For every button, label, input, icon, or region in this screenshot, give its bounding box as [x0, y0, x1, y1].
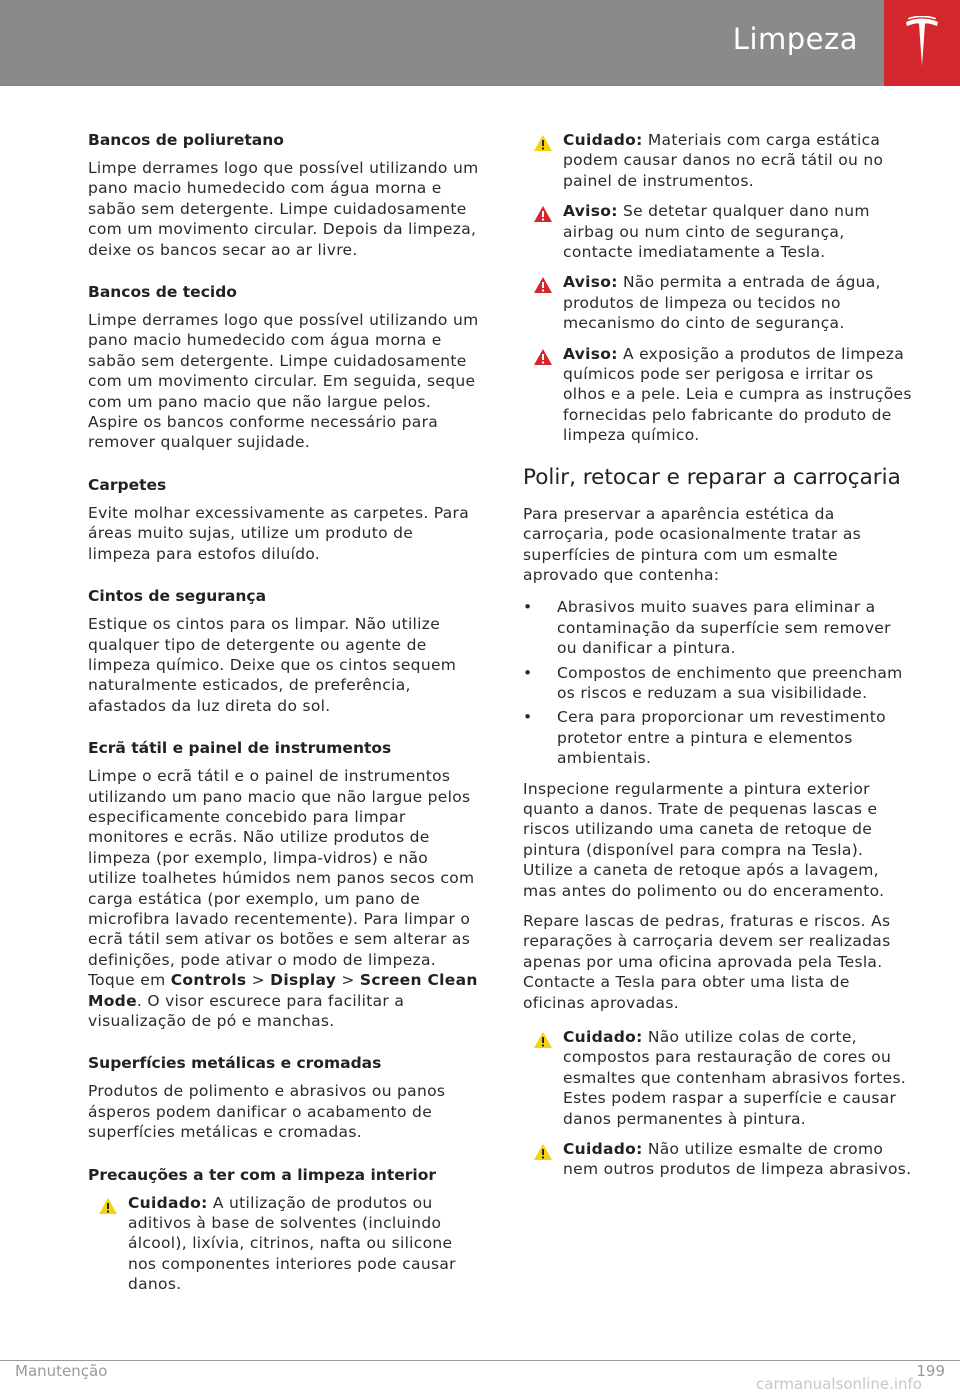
touchscreen-text-b: . O visor escurece para facilitar a visualização de pó e manchas. — [88, 991, 405, 1030]
warning-icon — [533, 205, 553, 223]
heading-metal-surfaces: Superfícies metálicas e cromadas — [88, 1054, 382, 1073]
warning-chemicals — [523, 344, 915, 446]
caution-label: Cuidado: — [128, 1193, 208, 1212]
controls-label: Controls — [170, 971, 247, 990]
watermark: carmanualsonline.info — [756, 1375, 922, 1393]
tesla-logo-icon — [904, 16, 940, 68]
text-carpets: Evite molhar excessivamente as carpetes. Para áreas muito sujas, utilize um produto de limpeza para estofos diluído. — [88, 503, 470, 563]
text-fabric-seats: Limpe derrames logo que possível utilizando um pano macio humedecido com água morna e sabão sem detergente. Limpe cuidadosamente com um movimento circular. Em seguida, seque com um pano macio que não largue pelos. Aspire os bancos conforme necessário para remover qualquer sujidade. — [88, 311, 479, 452]
text-seat-belts: Estique os cintos para os limpar. Não utilize qualquer tipo de detergente ou agente de limpeza químico. Deixe que os cintos sequem naturalmente esticados, de preferência, afastados da luz direta do sol. — [88, 615, 457, 715]
caution-text: Não utilize colas de corte, compostos para restauração de cores ou esmaltes que contenham abrasivos fortes. Estes podem raspar a superfície e causar danos permanentes à pintura. — [563, 1028, 907, 1128]
caution-icon — [533, 1143, 553, 1161]
bullet-icon: • — [523, 708, 533, 727]
text-polyurethane-seats: Limpe derrames logo que possível utilizando um pano macio humedecido com água morna e sabão sem detergente. Limpe cuidadosamente com um movimento circular. Depois da limpeza, deixe os bancos secar ao ar livre. — [88, 159, 479, 259]
caution-static — [523, 130, 915, 191]
separator-2: > — [336, 971, 360, 990]
text-touchscreen — [88, 766, 480, 1031]
warning-text: Se detetar qualquer dano num airbag ou num cinto de segurança, contacte imediatamente a Tesla. — [563, 202, 870, 262]
warning-icon — [533, 348, 553, 366]
caution-chrome — [523, 1139, 915, 1180]
list-item: • Abrasivos muito suaves para eliminar a contaminação da superfície sem remover ou danificar a pintura. — [523, 598, 891, 658]
caution-label: Cuidado: — [563, 1028, 643, 1047]
separator-1: > — [246, 971, 271, 990]
left-column — [88, 130, 480, 1305]
text-repair: Repare lascas de pedras, fraturas e riscos. As reparações à carroçaria devem ser realizadas apenas por uma oficina aprovada pela Tesla. Contacte a Tesla para obter uma lista de oficinas aprovadas. — [523, 912, 891, 1012]
logo-box — [884, 0, 960, 86]
caution-abrasives — [523, 1027, 915, 1129]
heading-seat-belts: Cintos de segurança — [88, 587, 267, 606]
warning-water — [523, 272, 915, 333]
warning-label: Aviso: — [563, 202, 618, 221]
heading-interior-precautions: Precauções a ter com a limpeza interior — [88, 1165, 437, 1184]
warning-label: Aviso: — [563, 344, 618, 363]
caution-text: A utilização de produtos ou aditivos à base de solventes (incluindo álcool), lixívia, citrinos, nafta ou silicone nos componentes interiores pode causar danos. — [128, 1193, 456, 1294]
list-item: • Cera para proporcionar um revestimento protetor entre a pintura e elementos ambientais. — [523, 708, 886, 768]
bullet-icon: • — [523, 663, 533, 682]
caution-label: Cuidado: — [563, 1140, 643, 1159]
screen-clean-mode-label: Screen Clean Mode — [88, 971, 478, 1010]
caution-icon — [533, 1031, 553, 1049]
bullet-icon: • — [523, 598, 533, 617]
text-bodywork-intro: Para preservar a aparência estética da carroçaria, pode ocasionalmente tratar as superfícies de pintura com um esmalte aprovado que contenha: — [523, 504, 862, 584]
warning-label: Aviso: — [563, 273, 618, 292]
caution-icon — [533, 134, 553, 152]
warning-text: Não permita a entrada de água, produtos de limpeza ou tecidos no mecanismo do cinto de segurança. — [563, 273, 881, 333]
display-label: Display — [270, 971, 337, 990]
page-number: 199 — [916, 1362, 945, 1380]
header-bar — [0, 0, 884, 86]
touchscreen-text-a: Limpe o ecrã tátil e o painel de instrumentos utilizando um pano macio que não largue pelos especificamente concebido para limpar monitores e ecrãs. Não utilize produtos de limpeza (por exemplo, limpa-vidros) e não utilize toalhetes húmidos nem panos secos com carga estática (por exemplo, um pano de microfibra lavado recentemente). Para limpar o ecrã tátil sem ativar os botões e sem alterar as definições, pode ativar o modo de limpeza. Toque em — [88, 767, 475, 990]
caution-interior — [88, 1193, 480, 1295]
warning-icon — [533, 276, 553, 294]
footer-divider — [0, 1360, 960, 1361]
heading-carpets: Carpetes — [88, 475, 167, 494]
heading-fabric-seats: Bancos de tecido — [88, 283, 237, 302]
page-title: Limpeza — [732, 22, 858, 56]
caution-text: Não utilize esmalte de cromo nem outros produtos de limpeza abrasivos. — [563, 1140, 912, 1179]
caution-label: Cuidado: — [563, 131, 643, 149]
caution-icon — [98, 1197, 118, 1215]
heading-touchscreen: Ecrã tátil e painel de instrumentos — [88, 739, 392, 758]
heading-polyurethane-seats: Bancos de poliuretano — [88, 131, 284, 149]
warning-text: A exposição a produtos de limpeza químicos pode ser perigosa e irritar os olhos e a pele. Leia e cumpra as instruções fornecidas pelo fabricante do produto de limpeza químico. — [563, 344, 912, 445]
list-item: • Compostos de enchimento que preencham os riscos e reduzam a sua visibilidade. — [523, 663, 903, 702]
bullet-list — [523, 597, 915, 768]
right-column — [523, 130, 915, 1190]
warning-airbag — [523, 201, 915, 262]
text-inspect-paint: Inspecione regularmente a pintura exterior quanto a danos. Trate de pequenas lascas e riscos utilizando uma caneta de retoque de pintura (disponível para compra na Tesla). Utilize a caneta de retoque após a lavagem, mas antes do polimento ou do enceramento. — [523, 779, 885, 900]
text-metal-surfaces: Produtos de polimento e abrasivos ou panos ásperos podem danificar o acabamento de superfícies metálicas e cromadas. — [88, 1082, 446, 1142]
caution-text: Materiais com carga estática podem causar danos no ecrã tátil ou no painel de instrumentos. — [563, 131, 884, 190]
footer-section: Manutenção — [15, 1362, 108, 1380]
section-title-bodywork: Polir, retocar e reparar a carroçaria — [523, 464, 901, 490]
